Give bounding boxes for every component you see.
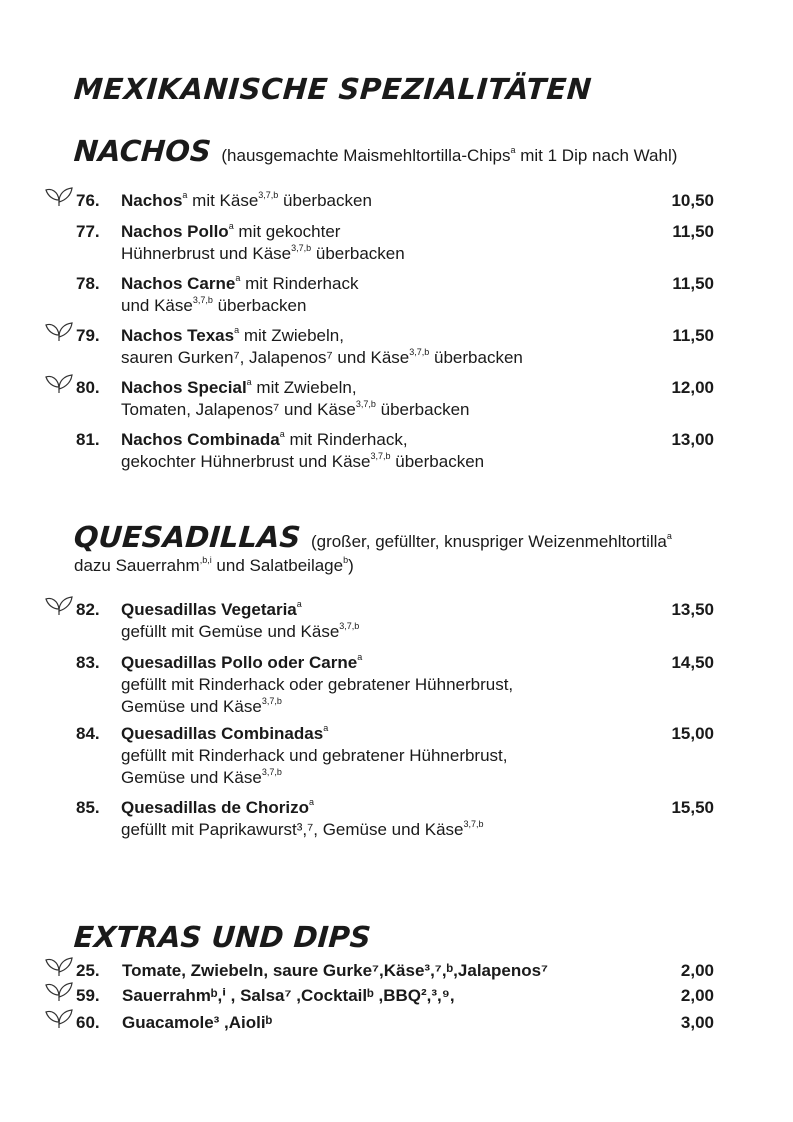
item-name: Nachos Texas (121, 326, 235, 345)
leaf-icon (44, 956, 74, 978)
item-number: 79. (76, 326, 100, 345)
item-description (121, 797, 641, 841)
superscript: 3,7,b (261, 767, 282, 778)
item-price: 13,50 (671, 600, 714, 619)
leaf-icon (44, 321, 74, 343)
item-line (121, 745, 641, 767)
item-text: mit Rinderhack, (284, 430, 408, 449)
superscript: a (296, 599, 302, 610)
item-price: 15,00 (671, 724, 714, 743)
item-line (121, 243, 641, 265)
item-number: 78. (76, 274, 100, 293)
item-number: 76. (76, 191, 100, 210)
item-name: Quesadillas Pollo oder Carne (121, 653, 358, 672)
item-price: 12,00 (671, 378, 714, 397)
item-number: 85. (76, 798, 100, 817)
leaf-icon (44, 186, 74, 208)
item-line (121, 221, 641, 243)
item-name: Nachos Special (121, 378, 247, 397)
item-price: 11,50 (672, 274, 714, 293)
item-price: 10,50 (671, 191, 714, 210)
item-line (121, 696, 641, 718)
superscript: a (279, 429, 285, 440)
item-text: mit Zwiebeln, (251, 378, 357, 397)
leaf-icon (44, 373, 74, 395)
item-text: gefüllt mit Rinderhack oder gebratener Hühnerbrust, (121, 675, 514, 694)
item-line (121, 797, 641, 819)
item-number: 80. (76, 378, 100, 397)
item-line (121, 190, 641, 212)
item-line (121, 819, 641, 841)
item-line (121, 347, 641, 369)
superscript: a (228, 221, 234, 232)
item-line (121, 325, 641, 347)
superscript: a (323, 723, 329, 734)
item-text: überbacken (375, 400, 470, 419)
item-price: 2,00 (680, 986, 714, 1005)
item-price: 13,00 (671, 430, 714, 449)
superscript: 3,7,b (370, 451, 391, 462)
superscript: a (246, 377, 252, 388)
item-name: Quesadillas Combinadas (121, 724, 324, 743)
item-description (121, 221, 641, 265)
item-name: Quesadillas Vegetaria (121, 600, 297, 619)
extras-section-header (74, 920, 371, 954)
item-description: Guacamole³ ,Aioliᵇ (122, 1013, 273, 1032)
nachos-section-header (74, 134, 677, 168)
superscript: a (234, 325, 240, 336)
leaf-icon (44, 981, 74, 1003)
superscript: 3,7,b (409, 347, 430, 358)
item-price: 2,00 (680, 961, 714, 980)
quesadillas-description-line2: dazu Sauerrahm$^{,b,i}$ und Salatbeilage$^b$) (74, 555, 354, 575)
item-description (121, 723, 641, 789)
item-number: 77. (76, 222, 100, 241)
item-description: Sauerrahmᵇ,ⁱ , Salsa⁷ ,Cocktailᵇ ,BBQ²,³,⁹, (122, 986, 455, 1005)
quesadillas-section-header (74, 520, 672, 576)
superscript: a (235, 273, 241, 284)
item-line (121, 652, 641, 674)
nachos-description: (hausgemachte Maismehltortilla-Chips$^a$ mit 1 Dip nach Wahl) (221, 145, 678, 165)
superscript: 3,7,b (261, 696, 282, 707)
item-line (121, 767, 641, 789)
item-text: überbacken (311, 244, 405, 263)
item-text: mit gekochter (233, 222, 341, 241)
superscript: a (182, 190, 188, 201)
leaf-icon (44, 595, 74, 617)
superscript: 3,7,b (463, 819, 484, 830)
item-text: mit Käse (187, 191, 259, 210)
item-name: Nachos Combinada (121, 430, 280, 449)
item-text: Hühnerbrust und Käse (121, 244, 292, 263)
quesadillas-title: QUESADILLAS (72, 520, 302, 554)
item-line (121, 399, 641, 421)
superscript: 3,7,b (192, 295, 213, 306)
item-line (121, 295, 641, 317)
item-description (121, 429, 641, 473)
item-text: sauren Gurken⁷, Jalapenos⁷ und Käse (121, 348, 410, 367)
nachos-title: NACHOS (72, 134, 213, 168)
item-description (121, 377, 641, 421)
leaf-icon (44, 1008, 74, 1030)
item-line (121, 599, 641, 621)
item-number: 59. (76, 986, 100, 1005)
item-description (121, 599, 641, 643)
item-line (121, 377, 641, 399)
superscript: 3,7,b (258, 190, 279, 201)
item-text: gekochter Hühnerbrust und Käse (121, 452, 371, 471)
item-price: 14,50 (671, 653, 714, 672)
superscript: a (309, 797, 315, 808)
item-text: gefüllt mit Gemüse und Käse (121, 622, 340, 641)
item-number: 81. (76, 430, 100, 449)
superscript: 3,7,b (355, 399, 376, 410)
item-line (121, 621, 641, 643)
item-number: 60. (76, 1013, 100, 1032)
item-line (121, 273, 641, 295)
item-line (121, 723, 641, 745)
item-text: Gemüse und Käse (121, 768, 262, 787)
item-text: Tomaten, Jalapenos⁷ und Käse (121, 400, 356, 419)
item-description (121, 273, 641, 317)
item-line (121, 429, 641, 451)
superscript: a (357, 652, 363, 663)
item-text: überbacken (278, 191, 372, 210)
page-title: MEXIKANISCHE SPEZIALITÄTEN (72, 72, 593, 106)
item-line (121, 674, 641, 696)
item-number: 82. (76, 600, 100, 619)
item-line (121, 451, 641, 473)
item-name: Nachos Carne (121, 274, 236, 293)
item-description: Tomate, Zwiebeln, saure Gurke⁷,Käse³,⁷,ᵇ,Jalapenos⁷ (122, 961, 549, 980)
item-text: Gemüse und Käse (121, 697, 262, 716)
item-number: 25. (76, 961, 100, 980)
item-description (121, 652, 641, 718)
item-text: gefüllt mit Rinderhack und gebratener Hühnerbrust, (121, 746, 508, 765)
item-text: und Käse (121, 296, 193, 315)
item-text: gefüllt mit Paprikawurst³,⁷, Gemüse und Käse (121, 820, 464, 839)
item-price: 3,00 (680, 1013, 714, 1032)
superscript: 3,7,b (339, 621, 360, 632)
item-description (121, 325, 641, 369)
quesadillas-description: (großer, gefüllter, knuspriger Weizenmehltortilla$^a$ (310, 531, 672, 551)
item-number: 83. (76, 653, 100, 672)
item-text: überbacken (390, 452, 485, 471)
item-text: überbacken (429, 348, 523, 367)
item-name: Nachos (121, 191, 183, 210)
item-name: Nachos Pollo (121, 222, 229, 241)
item-name: Quesadillas de Chorizo (121, 798, 309, 817)
item-number: 84. (76, 724, 100, 743)
item-description (121, 190, 641, 212)
item-price: 11,50 (672, 326, 714, 345)
superscript: 3,7,b (291, 243, 312, 254)
item-price: 11,50 (672, 222, 714, 241)
item-text: überbacken (212, 296, 307, 315)
extras-title: EXTRAS UND DIPS (72, 920, 372, 954)
item-price: 15,50 (671, 798, 714, 817)
item-text: mit Zwiebeln, (239, 326, 344, 345)
item-text: mit Rinderhack (240, 274, 359, 293)
